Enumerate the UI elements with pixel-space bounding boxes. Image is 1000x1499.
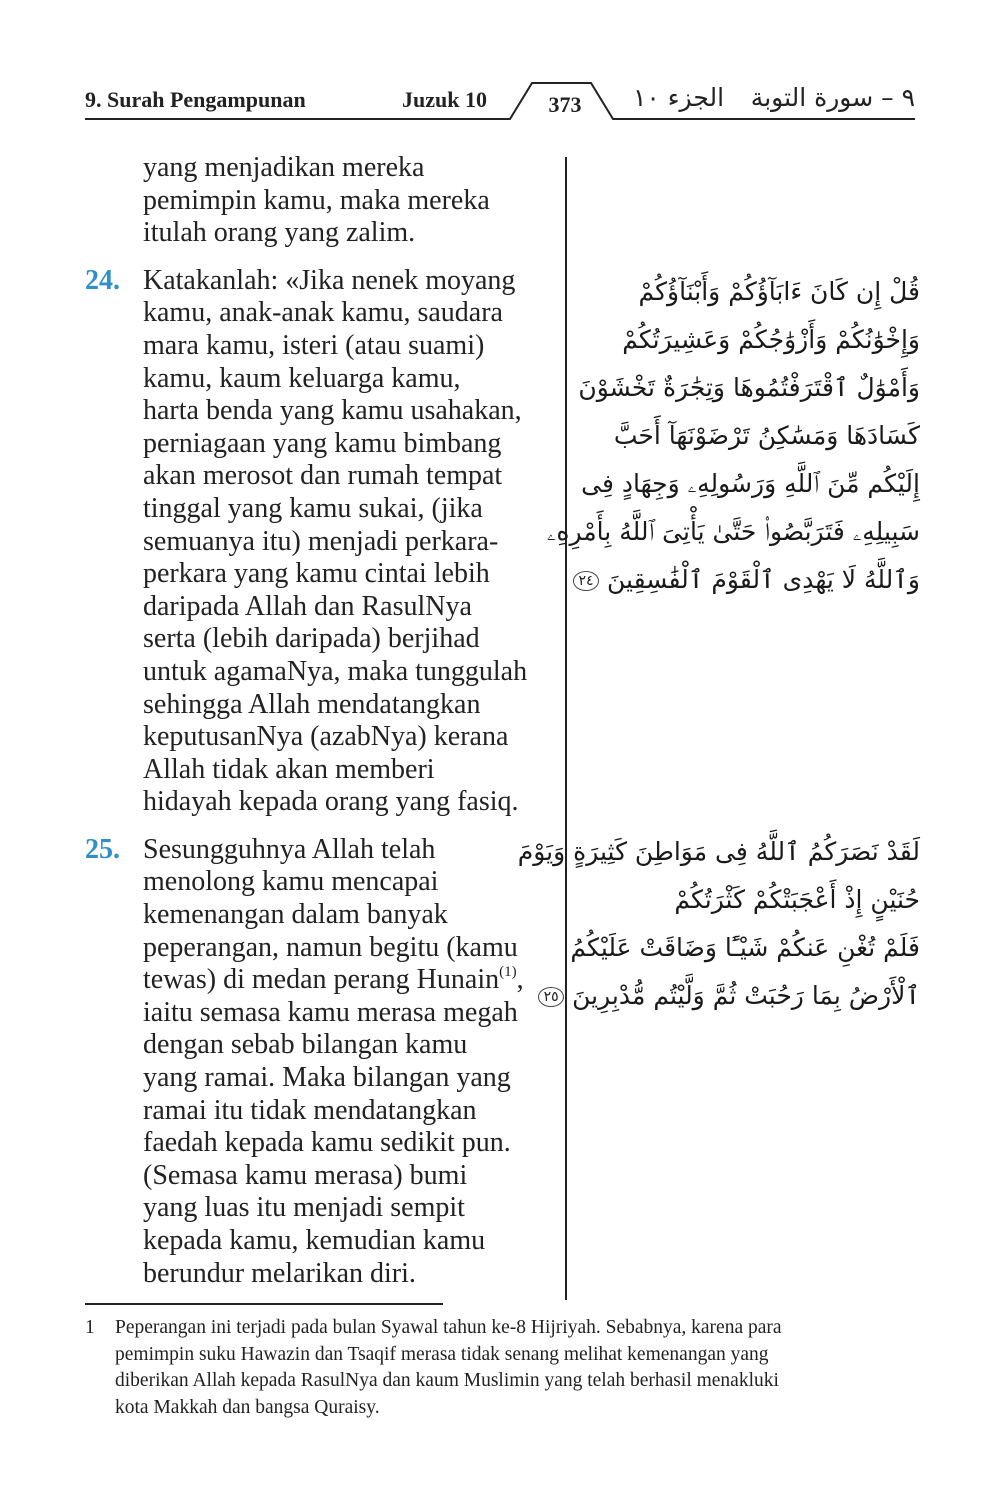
verse-end-marker: ٢٤	[573, 571, 599, 591]
text-line: harta benda yang kamu usahakan,	[143, 395, 522, 427]
text-line: yang luas itu menjadi sempit	[143, 1192, 465, 1224]
text-line: keputusanNya (azabNya) kerana	[143, 721, 509, 753]
text-line: itulah orang yang zalim.	[143, 217, 416, 249]
text-line: berundur melarikan diri.	[143, 1257, 416, 1289]
hunain-text: tewas) di medan perang Hunain	[143, 964, 500, 996]
text-line: kamu, anak-anak kamu, saudara	[143, 297, 503, 329]
verse-number: 25.	[85, 833, 120, 865]
text-line: perkara yang kamu cintai lebih	[143, 558, 490, 590]
text-line: untuk agamaNya, maka tunggulah	[143, 655, 528, 687]
text-line: serta (lebih daripada) berjihad	[143, 623, 480, 655]
text-line: semuanya itu) menjadi perkara-	[143, 525, 499, 557]
arabic-line: لَقَدْ نَصَرَكُمُ ٱللَّهُ فِى مَوَاطِنَ كَثِيرَةٍ وَيَوْمَ	[517, 837, 920, 866]
text-line: Sesungguhnya Allah telah	[143, 833, 436, 865]
arabic-line: إِلَيْكُم مِّنَ ٱللَّهِ وَرَسُولِهِۦ وَجِهَادٍ فِى	[581, 469, 920, 498]
arabic-line: حُنَيْنٍ إِذْ أَعْجَبَتْكُمْ كَثْرَتُكُمْ	[674, 885, 920, 914]
text-line: dengan sebab bilangan kamu	[143, 1029, 468, 1061]
verse-24-translation	[85, 265, 560, 819]
text-line: mara kamu, isteri (atau suami)	[143, 329, 485, 361]
footnote-rule	[85, 1303, 443, 1305]
verse-25-translation	[85, 834, 560, 1290]
text-line: yang menjadikan mereka	[143, 152, 425, 183]
juzuk-label: Juzuk 10	[402, 87, 487, 112]
text-line: peperangan, namun begitu (kamu	[143, 931, 518, 963]
page-header	[85, 80, 915, 124]
intro-continuation	[85, 152, 560, 250]
arabic-text: وَٱللَّهُ لَا يَهْدِى ٱلْقَوْمَ ٱلْفَٰسِقِينَ	[607, 565, 920, 594]
text-line: (Semasa kamu merasa) bumi	[143, 1159, 468, 1191]
footnote-line: kota Makkah dan bangsa Quraisy.	[115, 1396, 380, 1418]
arabic-line: قُلْ إِن كَانَ ءَابَآؤُكُمْ وَأَبْنَآؤُكُمْ	[638, 277, 920, 306]
hunain-suffix: ,	[516, 964, 524, 996]
arabic-line	[518, 972, 920, 1020]
text-line: tinggal yang kamu sukai, (jika	[143, 492, 483, 524]
text-line: menolong kamu mencapai	[143, 866, 439, 898]
verse-end-marker: ٢٥	[538, 987, 564, 1007]
arabic-line: سَبِيلِهِۦ فَتَرَبَّصُوا۟ حَتَّىٰ يَأْتِىَ ٱللَّهُ بِأَمْرِهِۦ	[546, 517, 920, 546]
arabic-line: فَلَمْ تُغْنِ عَنكُمْ شَيْـًٔا وَضَاقَتْ عَلَيْكُمُ	[570, 933, 920, 962]
text-line: kamu, kaum keluarga kamu,	[143, 362, 461, 394]
text-line: iaitu semasa kamu merasa megah	[143, 996, 518, 1028]
text-line: pemimpin kamu, maka mereka	[143, 184, 490, 216]
text-line: Katakanlah: «Jika nenek moyang	[143, 264, 516, 296]
verse-number: 24.	[85, 264, 120, 296]
verse-25-arabic	[518, 828, 920, 1020]
text-line: kemenangan dalam banyak	[143, 899, 448, 931]
text-line: daripada Allah dan RasulNya	[143, 590, 472, 622]
verse-24-arabic	[547, 268, 920, 604]
text-line: Allah tidak akan memberi	[143, 753, 435, 785]
arabic-line: وَإِخْوَٰنُكُمْ وَأَزْوَٰجُكُمْ وَعَشِيرَتُكُمْ	[622, 325, 920, 354]
arabic-line: وَأَمْوَٰلٌ ٱقْتَرَفْتُمُوهَا وَتِجَٰرَةٌ تَخْشَوْنَ	[578, 373, 920, 402]
text-line: yang ramai. Maka bilangan yang	[143, 1062, 511, 1094]
text-line: kepada kamu, kemudian kamu	[143, 1225, 486, 1256]
text-line: akan merosot dan rumah tempat	[143, 460, 503, 492]
translation-column	[85, 152, 560, 1290]
text-line: faedah kepada kamu sedikit pun.	[143, 1127, 511, 1159]
text-line: hidayah kepada orang yang fasiq.	[143, 786, 519, 818]
arabic-text: ٱلْأَرْضُ بِمَا رَحُبَتْ ثُمَّ وَلَّيْتُم مُّدْبِرِينَ	[572, 981, 920, 1010]
text-line: ramai itu tidak mendatangkan	[143, 1094, 477, 1126]
page-number: 373	[548, 92, 582, 117]
footnote-line: Peperangan ini terjadi pada bulan Syawal tahun ke-8 Hijriyah. Sebabnya, karena para	[115, 1317, 782, 1338]
surah-arabic: ٩ – سورة التوبة	[750, 83, 915, 112]
text-line: sehingga Allah mendatangkan	[143, 688, 481, 720]
text-line: perniagaan yang kamu bimbang	[143, 427, 502, 459]
text-line-with-footnote	[143, 964, 560, 997]
footnote	[85, 1315, 915, 1421]
surah-title: 9. Surah Pengampunan	[85, 87, 306, 112]
footnote-line: pemimpin suku Hawazin dan Tsaqif merasa tidak senang melihat kemenangan yang	[115, 1343, 769, 1365]
arabic-line	[547, 556, 920, 604]
footnote-line: diberikan Allah kepada RasulNya dan kaum Muslimin yang telah berhasil menakluki	[115, 1370, 779, 1391]
footnote-number: 1	[85, 1317, 95, 1338]
arabic-line: كَسَادَهَا وَمَسَٰكِنُ تَرْضَوْنَهَآ أَحَبَّ	[613, 421, 920, 450]
juz-arabic: الجزء ١٠	[633, 83, 725, 112]
footnote-ref[interactable]: (1)	[499, 964, 517, 981]
